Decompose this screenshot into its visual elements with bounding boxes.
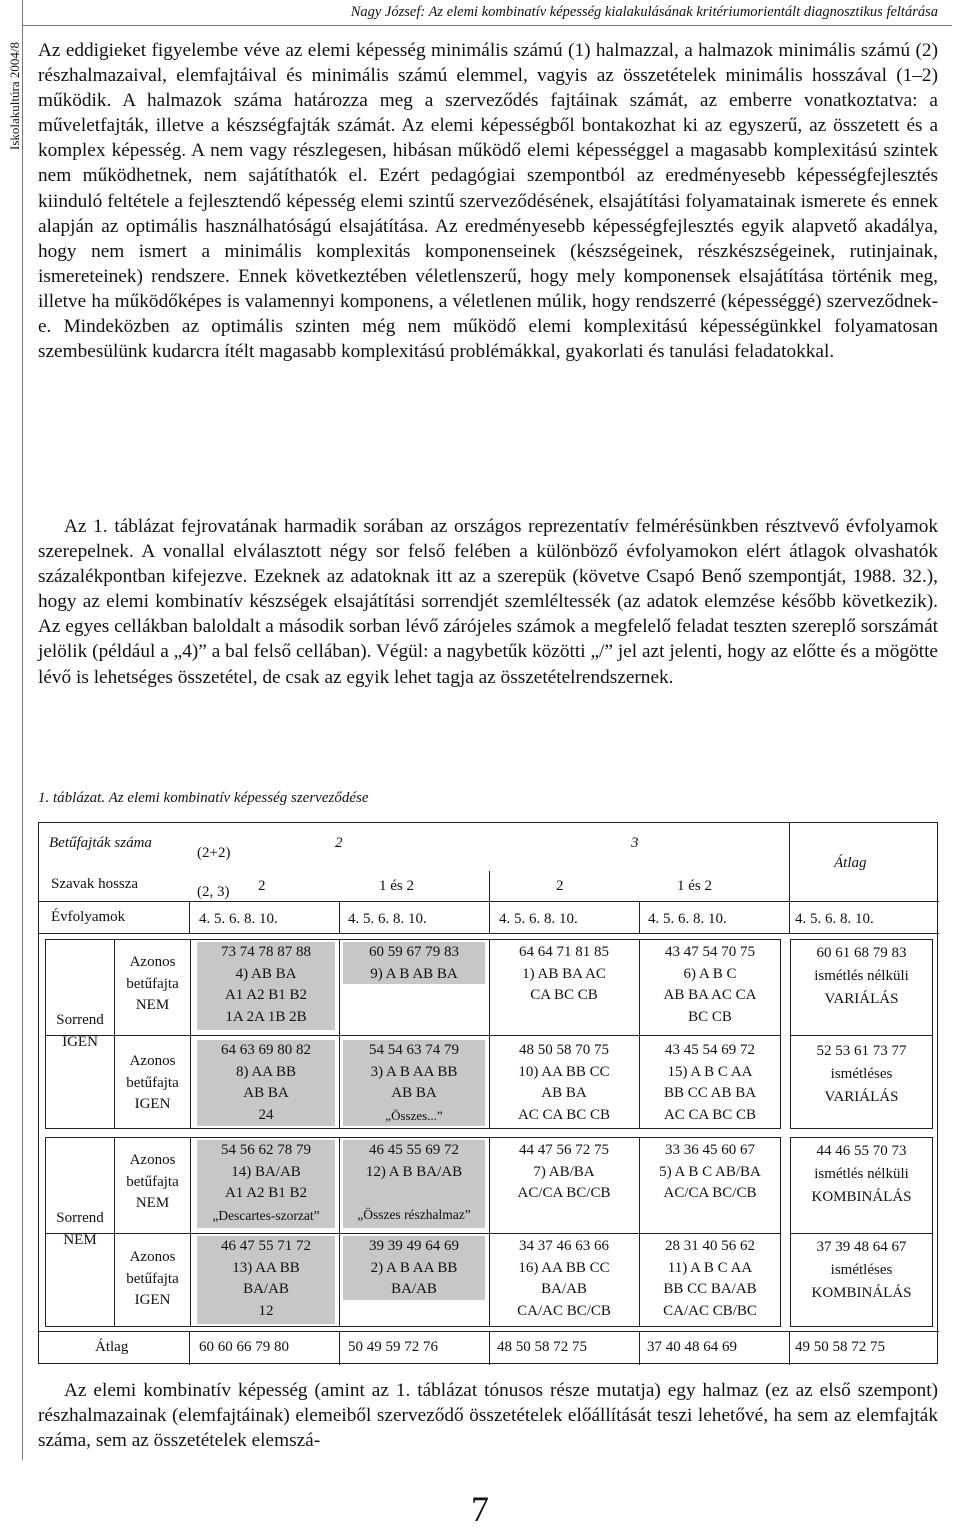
data-cell: 64 64 71 81 85 1) AB BA AC CA BC CB (519, 944, 609, 1003)
header-rule (22, 25, 952, 26)
footer-average-values: 49 50 58 72 75 (795, 1339, 885, 1355)
average-cell: 52 53 61 73 77 ismétléses VARIÁLÁS (816, 1043, 907, 1105)
data-cell: 44 47 56 72 75 7) AB/BA AC/CA BC/CB (517, 1142, 611, 1201)
data-cell: 28 31 40 56 62 11) A B C AA BB CC BA/AB CA/AC CB/BC (663, 1238, 757, 1319)
data-cell: 43 45 54 69 72 15) A B C AA BB CC AB BA AC CA BC CB (663, 1042, 757, 1123)
header-grades: 4. 5. 6. 8. 10. (648, 911, 727, 927)
footer-average-values: 60 60 66 79 80 (199, 1339, 289, 1355)
data-cell: 39 39 49 64 69 2) A B AA BB BA/AB (343, 1236, 485, 1300)
data-cell: 73 74 78 87 88 4) AB BA A1 A2 B1 B2 1A 2A 1B 2B (197, 942, 335, 1030)
data-cell: 46 45 55 69 72 12) A B BA/AB „Összes részhalmaz” (343, 1140, 485, 1228)
paragraph-1: Az eddigieket figyelembe véve az elemi képesség minimális számú (1) halmazzal, a halmazok minimális számú (2) részhalmazaival, elemfajtáival és minimális számú elemmel, vagyis az összetételek minimális hosszával (1–2) működik. A halmazok száma határozza meg a szerveződés fajtáinak számát, az emberre vonatkoztatva: a műveletfajták, illetve a készségfajták számát. Az elemi képességből bontakozhat ki az egyszerű, az összetett és a komplex képesség. A nem vagy részlegesen, hibásan működő elemi képességgel a magasabb komplexitású szintek nem működhetnek, nem sajátíthatók el. Ezért pedagógiai szempontból az eredményesebb képességfejlesztés kiinduló feltétele a fejlesztendő képesség elemi szintű szerveződésének, elsajátítási folyamatainak ismerete és ennek alapján az optimális használhatóságú elsajátítása. Az eredményesebb képességfejlesztés egyik alapvető akadálya, hogy nem ismert a minimális komplexitás komponenseinek (készségeinek, részkészségeinek, rutinjainak, ismereteinek) rendszere. Ennek következtében véletlenszerű, hogy mely komponensek elsajátítása történik meg, illetve ha működőképes is valamennyi komponens, a véletlenen múlik, hogy rendszerré (képességgé) szerveződnek-e. Mindeközben az optimális szinten még nem működő elemi komplexitású képességünkkel folyamatosan szembesülünk kudarcra ítélt magasabb komplexitású problémákkal, gyakorlati és tanulási feladatokkal. (38, 40, 938, 363)
data-cell: 60 59 67 79 83 9) A B AB BA (343, 942, 485, 984)
paragraph-3: Az elemi kombinatív képesség (amint az 1. táblázat tónusos része mutatja) egy halmaz (ez az első szempont) részhalmazainak (elemfajtáinak) elemeiből szerveződő összetételek előállítását teszi lehetővé, ha sem az elemfajták száma, sem az összetételek elemszá- (38, 1380, 938, 1452)
average-cell: 60 61 68 79 83 ismétlés nélküli VARIÁLÁS (814, 945, 909, 1007)
footer-average-values: 37 40 48 64 69 (647, 1339, 737, 1355)
data-cell: 54 54 63 74 79 3) A B AA BB AB BA „Összes...” (343, 1040, 485, 1126)
same-letter-yes-label: Azonos betűfajta IGEN (126, 1249, 179, 1308)
header-grades: 4. 5. 6. 8. 10. (199, 911, 278, 927)
data-cell: 46 47 55 71 72 13) AA BB BA/AB 12 (197, 1236, 335, 1324)
header-word-length-label: Szavak hossza (51, 876, 139, 892)
order-yes-label: Sorrend IGEN (56, 1012, 104, 1050)
data-cell: 54 56 62 78 79 14) BA/AB A1 A2 B1 B2 „Descartes-szorzat” (197, 1140, 335, 1228)
header-letter-types-label: Betűfajták száma (49, 835, 152, 851)
running-head: Nagy József: Az elemi kombinatív képesség kialakulásának kritériumorientált diagnosztikus feltárása (350, 4, 938, 20)
data-cell: 33 36 45 60 67 5) A B C AB/BA AC/CA BC/CB (659, 1142, 761, 1201)
combinatorial-table (38, 822, 938, 1364)
margin-rule (22, 0, 23, 1460)
same-letter-no-label: Azonos betűfajta NEM (126, 1152, 179, 1211)
header-letter-types-3: 3 (631, 835, 639, 851)
footer-average-values: 48 50 58 72 75 (497, 1339, 587, 1355)
page-number: 7 (471, 1489, 489, 1529)
header-average-label: Átlag (834, 855, 867, 871)
data-cell: 34 37 46 63 66 16) AA BB CC BA/AB CA/AC BC/CB (517, 1238, 611, 1319)
header-row2-note: (2, 3) (197, 884, 230, 900)
data-cell: 64 63 69 80 82 8) AA BB AB BA 24 (197, 1040, 335, 1126)
average-cell: 37 39 48 64 67 ismétléses KOMBINÁLÁS (811, 1239, 912, 1301)
header-row1-note: (2+2) (197, 845, 231, 861)
order-no-label: Sorrend NEM (56, 1210, 104, 1248)
header-word-length-value: 1 és 2 (379, 878, 414, 894)
average-cell: 44 46 55 70 73 ismétlés nélküli KOMBINÁLÁS (811, 1143, 912, 1205)
header-word-length-value: 2 (556, 878, 564, 894)
data-cell: 43 47 54 70 75 6) A B C AB BA AC CA BC CB (663, 944, 757, 1025)
header-grades: 4. 5. 6. 8. 10. (348, 911, 427, 927)
same-letter-no-label: Azonos betűfajta NEM (126, 954, 179, 1013)
footer-average-label: Átlag (95, 1339, 129, 1355)
header-letter-types-2: 2 (335, 835, 343, 851)
data-cell: 48 50 58 70 75 10) AA BB CC AB BA AC CA BC CB (517, 1042, 611, 1123)
header-word-length-value: 2 (258, 878, 266, 894)
header-word-length-value: 1 és 2 (677, 878, 712, 894)
header-grades: 4. 5. 6. 8. 10. (795, 911, 874, 927)
header-grades-label: Évfolyamok (51, 909, 126, 925)
table-caption: 1. táblázat. Az elemi kombinatív képesség szerveződése (38, 790, 369, 806)
paragraph-2: Az 1. táblázat fejrovatának harmadik sorában az országos reprezentatív felmérésünkben résztvevő évfolyamok szerepelnek. A vonallal elválasztott négy sor felső felében a különböző évfolyamokon elért átlagok olvashatók százalékpontban kifejezve. Ezeknek az adatoknak itt az a szerepük (követve Csapó Benő szempontját, 1988. 32.), hogy az elemi kombinatív készségek elsajátítási sorrendjét szemléltessék (az adatok elemzése később következik). Az egyes cellákban baloldalt a második sorban lévő zárójeles számok a megfelelő feladat teszten szereplő sorszámát jelölik (például a „4)” a bal felső cellában). Végül: a nagybetűk közötti „/” jel azt jelenti, hogy az előtte és a mögötte lévő is lehetséges összetétel, de csak az egyik lehet tagja az összetételrendszernek. (38, 516, 938, 688)
same-letter-yes-label: Azonos betűfajta IGEN (126, 1053, 179, 1112)
footer-average-values: 50 49 59 72 76 (348, 1339, 438, 1355)
header-grades: 4. 5. 6. 8. 10. (499, 911, 578, 927)
side-label: Iskolakultúra 2004/8 (7, 42, 22, 150)
